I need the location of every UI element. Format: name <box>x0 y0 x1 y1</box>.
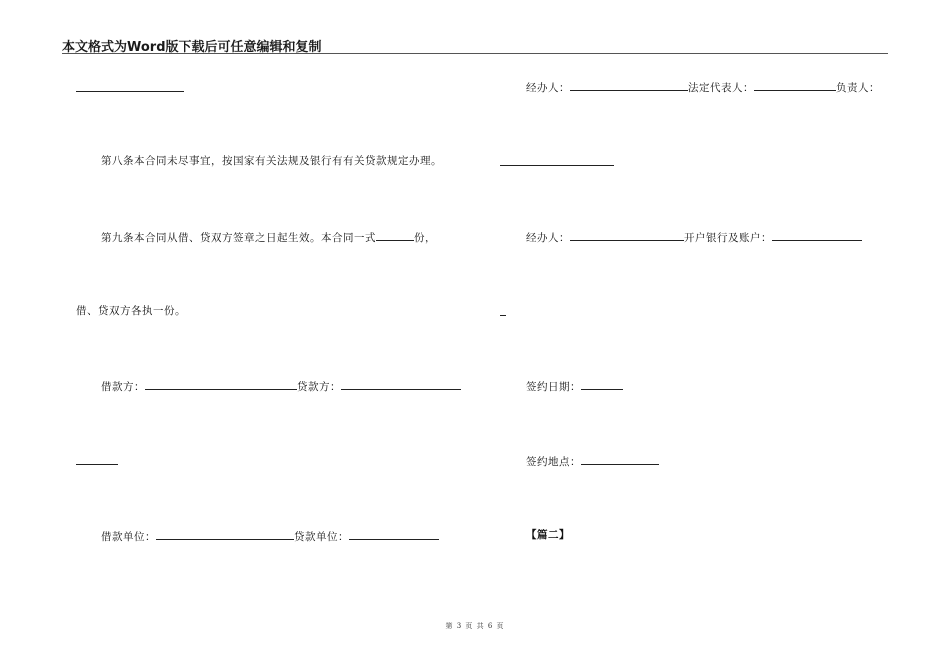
sign-date-line <box>526 378 623 394</box>
sign-place-line <box>526 453 659 469</box>
article-9-text: 第九条本合同从借、贷双方签章之日起生效。本合同一式 <box>101 232 376 244</box>
borrower-blank <box>145 378 297 390</box>
fill-blank <box>500 154 614 166</box>
borrower-unit-label: 借款单位： <box>101 531 156 543</box>
header-divider <box>62 53 888 54</box>
sign-date-blank <box>581 378 623 390</box>
bank-label: 开户银行及账户： <box>684 232 772 244</box>
legal-rep-label: 法定代表人： <box>688 82 754 94</box>
handler-label: 经办人： <box>526 82 570 94</box>
section-title: 【篇二】 <box>526 529 570 541</box>
parties-line <box>101 378 461 394</box>
article-9-continuation: 借、贷双方各执一份。 <box>76 305 186 317</box>
sign-place-label: 签约地点： <box>526 456 581 468</box>
bank-line <box>526 229 862 245</box>
bank-blank <box>772 229 862 241</box>
lender-blank <box>341 378 461 390</box>
copies-blank <box>376 229 414 241</box>
blank-line-top-left <box>76 80 184 96</box>
borrower-label: 借款方： <box>101 381 145 393</box>
handler2-blank <box>570 229 684 241</box>
page-number: 第 3 页 共 6 页 <box>445 622 505 630</box>
lender-label: 贷款方： <box>297 381 341 393</box>
lender-unit-blank <box>349 528 439 540</box>
article-9 <box>101 229 436 245</box>
handler2-label: 经办人： <box>526 232 570 244</box>
principal-label: 负责人： <box>836 82 880 94</box>
handler-line <box>526 79 880 95</box>
sign-place-blank <box>581 453 659 465</box>
article-9-suffix: 份， <box>414 232 436 244</box>
fill-blank <box>500 304 506 316</box>
fill-blank <box>76 453 118 465</box>
article-8: 第八条本合同未尽事宜，按国家有关法规及银行有有关贷款规定办理。 <box>101 155 442 167</box>
lender-unit-label: 贷款单位： <box>294 531 349 543</box>
units-line <box>101 528 439 544</box>
blank-line-right-2 <box>500 304 506 320</box>
handler-blank <box>570 79 688 91</box>
legal-rep-blank <box>754 79 836 91</box>
document-header: 本文格式为Word版下载后可任意编辑和复制 <box>62 40 322 55</box>
blank-line-right-1 <box>500 154 614 170</box>
sign-date-label: 签约日期： <box>526 381 581 393</box>
borrower-unit-blank <box>156 528 294 540</box>
fill-blank <box>76 80 184 92</box>
blank-line-mid-left <box>76 453 118 469</box>
